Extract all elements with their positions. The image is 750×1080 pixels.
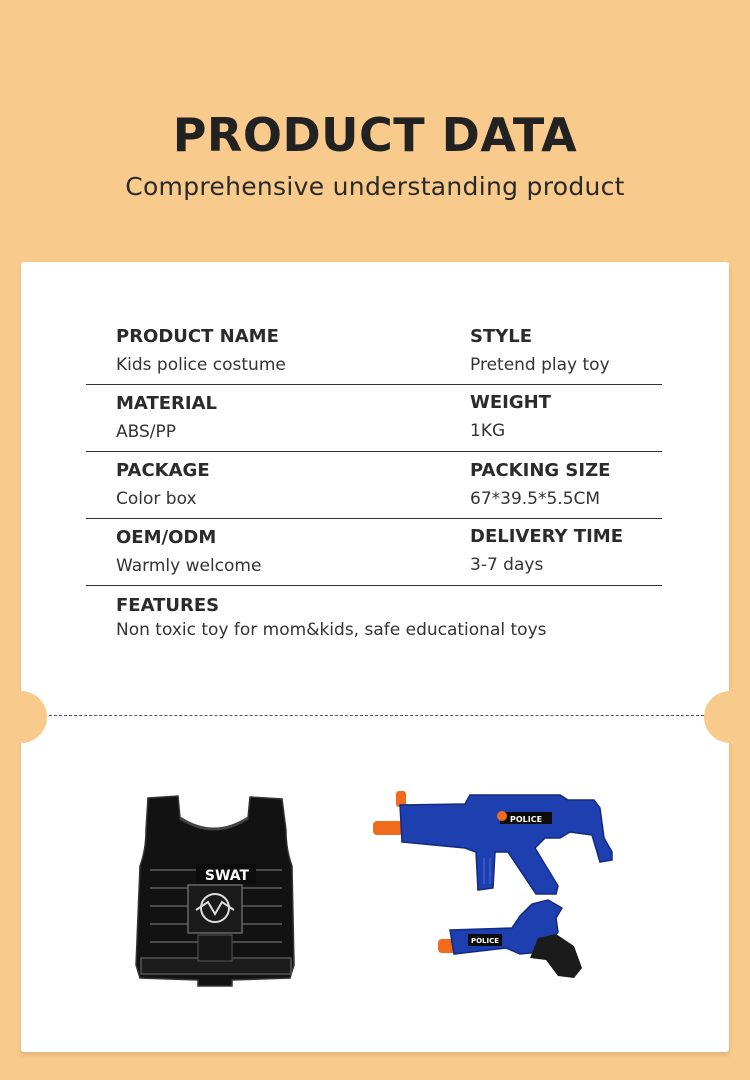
spec-value: Pretend play toy (470, 355, 610, 375)
page-subtitle: Comprehensive understanding product (125, 172, 625, 201)
spec-label: MATERIAL (116, 393, 217, 414)
spec-value: Kids police costume (116, 355, 286, 375)
swat-vest-image (136, 796, 294, 986)
toy-revolver-image (438, 900, 582, 978)
spec-label: WEIGHT (470, 392, 551, 413)
smg-police-label: POLICE (509, 815, 543, 824)
spec-value: Color box (116, 489, 197, 509)
page-title: PRODUCT DATA (172, 108, 578, 162)
spec-value: 3-7 days (470, 555, 544, 575)
spec-label: PRODUCT NAME (116, 326, 279, 347)
toy-smg-image (373, 791, 612, 894)
spec-label: STYLE (470, 326, 533, 347)
spec-label: DELIVERY TIME (470, 526, 623, 547)
spec-value: 67*39.5*5.5CM (470, 489, 601, 509)
features-value: Non toxic toy for mom&kids, safe educational toys (116, 620, 547, 640)
features-label: FEATURES (116, 595, 220, 616)
spec-value: ABS/PP (116, 422, 177, 442)
spec-value: Warmly welcome (116, 556, 262, 576)
revolver-police-label: POLICE (470, 937, 500, 945)
spec-label: OEM/ODM (116, 527, 217, 548)
vest-swat-label: SWAT (204, 868, 250, 884)
spec-value: 1KG (470, 421, 506, 441)
spec-label: PACKAGE (116, 460, 210, 481)
spec-label: PACKING SIZE (470, 460, 611, 481)
